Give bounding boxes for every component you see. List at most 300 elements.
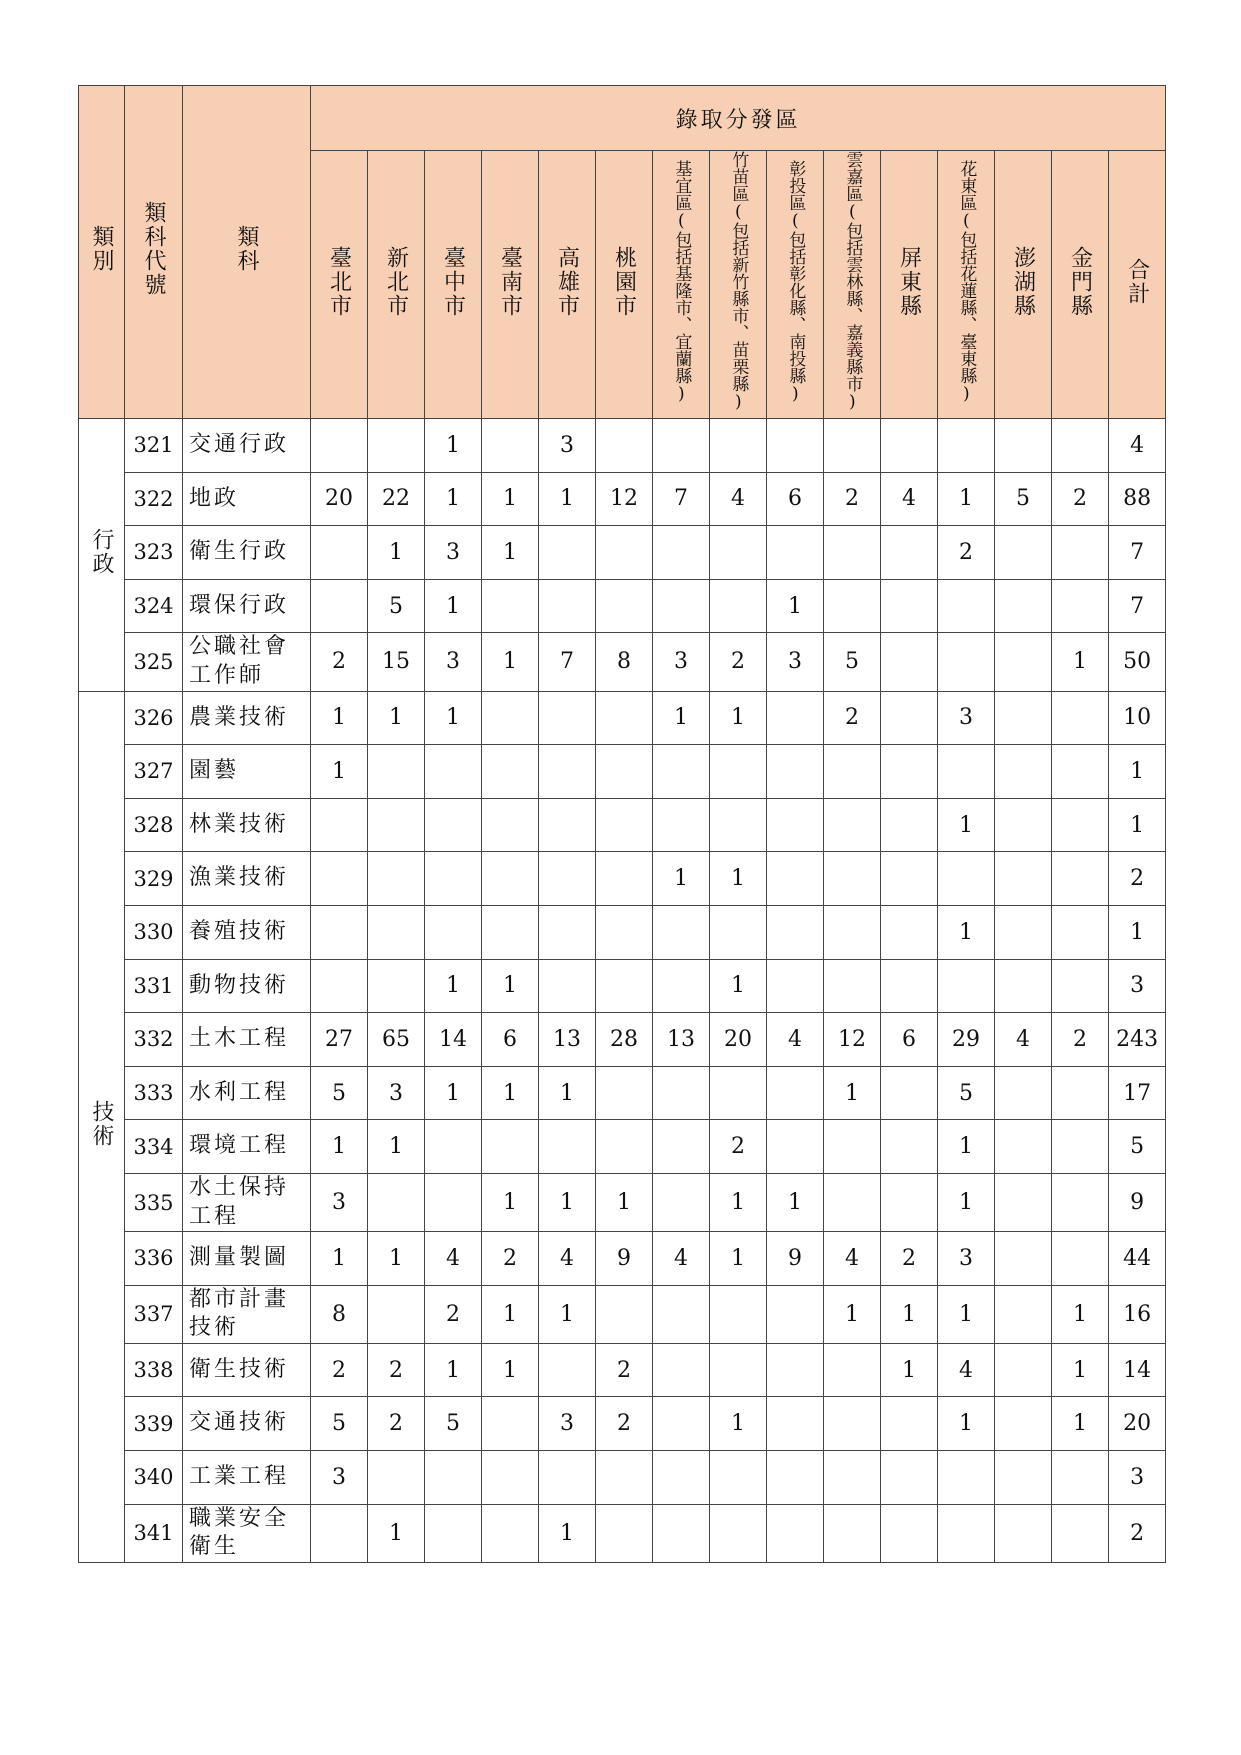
value-cell — [539, 1343, 596, 1397]
value-cell — [995, 798, 1052, 852]
header-region: 屏東縣 — [881, 151, 938, 419]
value-cell — [824, 1397, 881, 1451]
value-cell — [425, 798, 482, 852]
value-cell: 1 — [482, 1285, 539, 1343]
value-cell — [482, 852, 539, 906]
value-cell: 6 — [881, 1013, 938, 1067]
value-cell — [368, 419, 425, 473]
subject-cell: 測量製圖 — [183, 1232, 311, 1286]
subject-cell: 工業工程 — [183, 1451, 311, 1505]
value-cell — [824, 1343, 881, 1397]
table-row — [79, 579, 1166, 633]
value-cell — [1052, 798, 1109, 852]
value-cell — [710, 579, 767, 633]
value-cell: 1 — [1052, 1397, 1109, 1451]
value-cell — [824, 852, 881, 906]
header-region: 臺北市 — [311, 151, 368, 419]
value-cell — [539, 526, 596, 580]
table-row — [79, 1397, 1166, 1451]
value-cell — [995, 526, 1052, 580]
value-cell: 7 — [539, 633, 596, 691]
total-cell: 9 — [1109, 1173, 1166, 1231]
value-cell — [311, 905, 368, 959]
value-cell — [995, 1285, 1052, 1343]
value-cell — [596, 691, 653, 745]
value-cell — [938, 419, 995, 473]
value-cell: 8 — [311, 1285, 368, 1343]
value-cell — [767, 1504, 824, 1562]
value-cell — [767, 1285, 824, 1343]
table-row — [79, 1451, 1166, 1505]
value-cell — [767, 1120, 824, 1174]
subject-cell: 都市計畫技術 — [183, 1285, 311, 1343]
value-cell: 1 — [368, 1120, 425, 1174]
value-cell — [596, 1451, 653, 1505]
value-cell: 1 — [767, 579, 824, 633]
value-cell — [482, 1397, 539, 1451]
table-row — [79, 745, 1166, 799]
value-cell: 5 — [368, 579, 425, 633]
value-cell: 1 — [482, 633, 539, 691]
value-cell — [824, 419, 881, 473]
value-cell — [425, 905, 482, 959]
value-cell: 1 — [938, 1120, 995, 1174]
value-cell — [995, 1173, 1052, 1231]
value-cell — [539, 798, 596, 852]
value-cell — [767, 1343, 824, 1397]
value-cell: 2 — [482, 1232, 539, 1286]
value-cell — [938, 959, 995, 1013]
value-cell — [653, 959, 710, 1013]
value-cell: 1 — [311, 691, 368, 745]
value-cell: 1 — [425, 691, 482, 745]
value-cell: 1 — [425, 419, 482, 473]
value-cell: 12 — [596, 472, 653, 526]
value-cell — [596, 526, 653, 580]
value-cell — [710, 1451, 767, 1505]
value-cell — [539, 1120, 596, 1174]
subject-cell: 土木工程 — [183, 1013, 311, 1067]
value-cell: 6 — [482, 1013, 539, 1067]
value-cell: 1 — [539, 1504, 596, 1562]
code-cell: 326 — [125, 691, 183, 745]
value-cell: 4 — [710, 472, 767, 526]
value-cell: 20 — [311, 472, 368, 526]
value-cell — [995, 1066, 1052, 1120]
value-cell — [824, 959, 881, 1013]
code-cell: 323 — [125, 526, 183, 580]
value-cell — [881, 419, 938, 473]
header-region: 雲嘉區(包括雲林縣、嘉義縣市) — [824, 151, 881, 419]
value-cell: 28 — [596, 1013, 653, 1067]
value-cell: 2 — [1052, 472, 1109, 526]
value-cell: 2 — [824, 691, 881, 745]
header-region: 新北市 — [368, 151, 425, 419]
value-cell — [767, 419, 824, 473]
total-cell: 4 — [1109, 419, 1166, 473]
table-row — [79, 1285, 1166, 1343]
subject-cell: 職業安全衛生 — [183, 1504, 311, 1562]
value-cell — [938, 633, 995, 691]
value-cell — [995, 633, 1052, 691]
value-cell — [881, 1451, 938, 1505]
value-cell — [482, 905, 539, 959]
value-cell — [596, 1120, 653, 1174]
value-cell: 3 — [425, 526, 482, 580]
value-cell: 1 — [482, 1173, 539, 1231]
value-cell — [824, 1504, 881, 1562]
value-cell — [653, 526, 710, 580]
value-cell — [710, 419, 767, 473]
subject-cell: 環境工程 — [183, 1120, 311, 1174]
total-cell: 2 — [1109, 852, 1166, 906]
value-cell: 1 — [425, 1066, 482, 1120]
table-row — [79, 1013, 1166, 1067]
value-cell: 3 — [539, 419, 596, 473]
header-category: 類別 — [79, 86, 125, 419]
value-cell — [995, 419, 1052, 473]
value-cell — [995, 1504, 1052, 1562]
value-cell: 1 — [311, 745, 368, 799]
code-cell: 338 — [125, 1343, 183, 1397]
table-row — [79, 959, 1166, 1013]
code-cell: 339 — [125, 1397, 183, 1451]
value-cell — [368, 1285, 425, 1343]
value-cell: 5 — [311, 1066, 368, 1120]
value-cell: 4 — [938, 1343, 995, 1397]
value-cell — [767, 1451, 824, 1505]
code-cell: 336 — [125, 1232, 183, 1286]
value-cell: 1 — [710, 1232, 767, 1286]
value-cell — [425, 1120, 482, 1174]
value-cell — [824, 1120, 881, 1174]
total-cell: 5 — [1109, 1120, 1166, 1174]
value-cell — [425, 1173, 482, 1231]
value-cell: 1 — [539, 1173, 596, 1231]
value-cell: 1 — [938, 472, 995, 526]
value-cell — [1052, 1120, 1109, 1174]
subject-cell: 交通行政 — [183, 419, 311, 473]
table-header — [79, 86, 1166, 419]
code-cell: 325 — [125, 633, 183, 691]
value-cell — [653, 745, 710, 799]
value-cell: 1 — [1052, 1285, 1109, 1343]
value-cell: 1 — [710, 852, 767, 906]
code-cell: 328 — [125, 798, 183, 852]
value-cell — [710, 1285, 767, 1343]
value-cell: 5 — [425, 1397, 482, 1451]
value-cell: 1 — [824, 1285, 881, 1343]
value-cell: 2 — [425, 1285, 482, 1343]
value-cell — [653, 1066, 710, 1120]
value-cell — [1052, 579, 1109, 633]
value-cell — [824, 905, 881, 959]
value-cell: 2 — [881, 1232, 938, 1286]
value-cell: 5 — [311, 1397, 368, 1451]
header-region: 臺中市 — [425, 151, 482, 419]
value-cell — [1052, 1066, 1109, 1120]
value-cell — [995, 1120, 1052, 1174]
value-cell — [1052, 1173, 1109, 1231]
value-cell — [596, 1066, 653, 1120]
value-cell: 1 — [881, 1285, 938, 1343]
value-cell — [938, 1504, 995, 1562]
value-cell — [710, 798, 767, 852]
value-cell — [881, 579, 938, 633]
value-cell: 1 — [539, 472, 596, 526]
value-cell: 1 — [710, 691, 767, 745]
value-cell — [824, 1451, 881, 1505]
subject-cell: 交通技術 — [183, 1397, 311, 1451]
value-cell — [653, 1285, 710, 1343]
code-cell: 341 — [125, 1504, 183, 1562]
value-cell: 3 — [938, 1232, 995, 1286]
value-cell — [1052, 905, 1109, 959]
value-cell: 1 — [368, 1504, 425, 1562]
value-cell: 1 — [368, 691, 425, 745]
value-cell — [539, 905, 596, 959]
subject-cell: 動物技術 — [183, 959, 311, 1013]
value-cell — [653, 1120, 710, 1174]
value-cell — [767, 526, 824, 580]
code-cell: 321 — [125, 419, 183, 473]
value-cell: 1 — [368, 526, 425, 580]
value-cell — [482, 798, 539, 852]
value-cell: 1 — [938, 905, 995, 959]
value-cell: 1 — [1052, 1343, 1109, 1397]
value-cell: 3 — [653, 633, 710, 691]
value-cell: 4 — [767, 1013, 824, 1067]
category-cell: 行政 — [79, 419, 125, 692]
total-cell: 3 — [1109, 959, 1166, 1013]
value-cell: 9 — [767, 1232, 824, 1286]
value-cell — [653, 1451, 710, 1505]
value-cell — [881, 1397, 938, 1451]
header-region: 花東區(包括花蓮縣、臺東縣) — [938, 151, 995, 419]
code-cell: 332 — [125, 1013, 183, 1067]
value-cell — [767, 905, 824, 959]
value-cell — [881, 959, 938, 1013]
value-cell — [767, 691, 824, 745]
value-cell: 3 — [311, 1451, 368, 1505]
value-cell: 13 — [539, 1013, 596, 1067]
value-cell — [767, 852, 824, 906]
value-cell: 1 — [311, 1232, 368, 1286]
value-cell — [482, 1451, 539, 1505]
value-cell — [539, 579, 596, 633]
subject-cell: 園藝 — [183, 745, 311, 799]
value-cell — [767, 798, 824, 852]
value-cell — [482, 419, 539, 473]
value-cell: 2 — [824, 472, 881, 526]
table-row — [79, 852, 1166, 906]
header-region: 基宜區(包括基隆市、宜蘭縣) — [653, 151, 710, 419]
header-region: 彰投區(包括彰化縣、南投縣) — [767, 151, 824, 419]
value-cell: 1 — [710, 1173, 767, 1231]
total-cell: 1 — [1109, 905, 1166, 959]
value-cell: 1 — [482, 472, 539, 526]
value-cell — [881, 1120, 938, 1174]
allocation-table — [78, 85, 1166, 1563]
subject-cell: 衛生技術 — [183, 1343, 311, 1397]
value-cell — [653, 579, 710, 633]
value-cell — [995, 745, 1052, 799]
value-cell: 2 — [596, 1343, 653, 1397]
value-cell — [482, 1120, 539, 1174]
value-cell: 8 — [596, 633, 653, 691]
value-cell — [596, 1285, 653, 1343]
code-cell: 330 — [125, 905, 183, 959]
value-cell — [710, 905, 767, 959]
header-region: 金門縣 — [1052, 151, 1109, 419]
subject-cell: 養殖技術 — [183, 905, 311, 959]
value-cell: 4 — [995, 1013, 1052, 1067]
value-cell — [596, 905, 653, 959]
code-cell: 329 — [125, 852, 183, 906]
value-cell — [539, 959, 596, 1013]
value-cell — [539, 852, 596, 906]
table-body — [79, 419, 1166, 1563]
value-cell: 1 — [368, 1232, 425, 1286]
value-cell — [311, 526, 368, 580]
total-cell: 88 — [1109, 472, 1166, 526]
value-cell — [311, 579, 368, 633]
value-cell — [425, 852, 482, 906]
value-cell — [995, 905, 1052, 959]
value-cell: 15 — [368, 633, 425, 691]
value-cell: 2 — [1052, 1013, 1109, 1067]
value-cell — [995, 852, 1052, 906]
value-cell — [596, 579, 653, 633]
value-cell — [995, 1397, 1052, 1451]
value-cell — [425, 745, 482, 799]
value-cell: 20 — [710, 1013, 767, 1067]
header-region: 桃園市 — [596, 151, 653, 419]
value-cell: 6 — [767, 472, 824, 526]
code-cell: 333 — [125, 1066, 183, 1120]
total-cell: 16 — [1109, 1285, 1166, 1343]
value-cell — [596, 419, 653, 473]
total-cell: 243 — [1109, 1013, 1166, 1067]
value-cell — [938, 1451, 995, 1505]
value-cell — [938, 579, 995, 633]
code-cell: 324 — [125, 579, 183, 633]
value-cell — [995, 1451, 1052, 1505]
value-cell — [881, 1504, 938, 1562]
value-cell: 1 — [767, 1173, 824, 1231]
value-cell: 29 — [938, 1013, 995, 1067]
value-cell — [881, 905, 938, 959]
header-code: 類科代號 — [125, 86, 183, 419]
value-cell: 65 — [368, 1013, 425, 1067]
value-cell: 1 — [1052, 633, 1109, 691]
subject-cell: 林業技術 — [183, 798, 311, 852]
value-cell: 9 — [596, 1232, 653, 1286]
total-cell: 1 — [1109, 745, 1166, 799]
value-cell — [368, 798, 425, 852]
value-cell: 3 — [767, 633, 824, 691]
value-cell: 4 — [824, 1232, 881, 1286]
value-cell — [368, 1451, 425, 1505]
header-region: 澎湖縣 — [995, 151, 1052, 419]
value-cell: 1 — [311, 1120, 368, 1174]
value-cell — [710, 1343, 767, 1397]
value-cell — [368, 852, 425, 906]
value-cell: 2 — [938, 526, 995, 580]
value-cell: 4 — [539, 1232, 596, 1286]
value-cell — [1052, 852, 1109, 906]
value-cell — [368, 905, 425, 959]
subject-cell: 地政 — [183, 472, 311, 526]
value-cell: 5 — [824, 633, 881, 691]
value-cell — [596, 959, 653, 1013]
value-cell — [881, 691, 938, 745]
value-cell — [1052, 419, 1109, 473]
total-cell: 20 — [1109, 1397, 1166, 1451]
value-cell — [767, 959, 824, 1013]
value-cell: 1 — [596, 1173, 653, 1231]
value-cell — [482, 745, 539, 799]
table-row — [79, 798, 1166, 852]
value-cell — [425, 1451, 482, 1505]
value-cell: 5 — [995, 472, 1052, 526]
total-cell: 7 — [1109, 579, 1166, 633]
value-cell: 1 — [425, 959, 482, 1013]
value-cell: 1 — [482, 1343, 539, 1397]
value-cell — [653, 905, 710, 959]
value-cell: 7 — [653, 472, 710, 526]
value-cell — [881, 526, 938, 580]
value-cell — [1052, 691, 1109, 745]
value-cell — [1052, 1504, 1109, 1562]
header-subject: 類科 — [183, 86, 311, 419]
header-group: 錄取分發區 — [311, 86, 1166, 151]
value-cell — [1052, 1232, 1109, 1286]
value-cell — [368, 745, 425, 799]
header-region: 臺南市 — [482, 151, 539, 419]
value-cell: 1 — [653, 691, 710, 745]
value-cell — [1052, 526, 1109, 580]
value-cell: 12 — [824, 1013, 881, 1067]
category-cell: 技術 — [79, 691, 125, 1562]
value-cell: 2 — [710, 633, 767, 691]
value-cell — [881, 1173, 938, 1231]
value-cell — [653, 1397, 710, 1451]
value-cell — [881, 852, 938, 906]
value-cell: 3 — [368, 1066, 425, 1120]
value-cell — [596, 852, 653, 906]
value-cell: 4 — [425, 1232, 482, 1286]
value-cell: 3 — [425, 633, 482, 691]
code-cell: 337 — [125, 1285, 183, 1343]
value-cell — [710, 1066, 767, 1120]
table-row — [79, 1504, 1166, 1562]
header-row-top — [79, 86, 1166, 151]
total-cell: 7 — [1109, 526, 1166, 580]
value-cell — [881, 633, 938, 691]
value-cell: 1 — [482, 1066, 539, 1120]
value-cell — [653, 1504, 710, 1562]
total-cell: 10 — [1109, 691, 1166, 745]
value-cell: 2 — [596, 1397, 653, 1451]
table-row — [79, 526, 1166, 580]
table-row — [79, 419, 1166, 473]
value-cell — [881, 745, 938, 799]
code-cell: 327 — [125, 745, 183, 799]
code-cell: 322 — [125, 472, 183, 526]
value-cell — [767, 1397, 824, 1451]
value-cell: 3 — [938, 691, 995, 745]
